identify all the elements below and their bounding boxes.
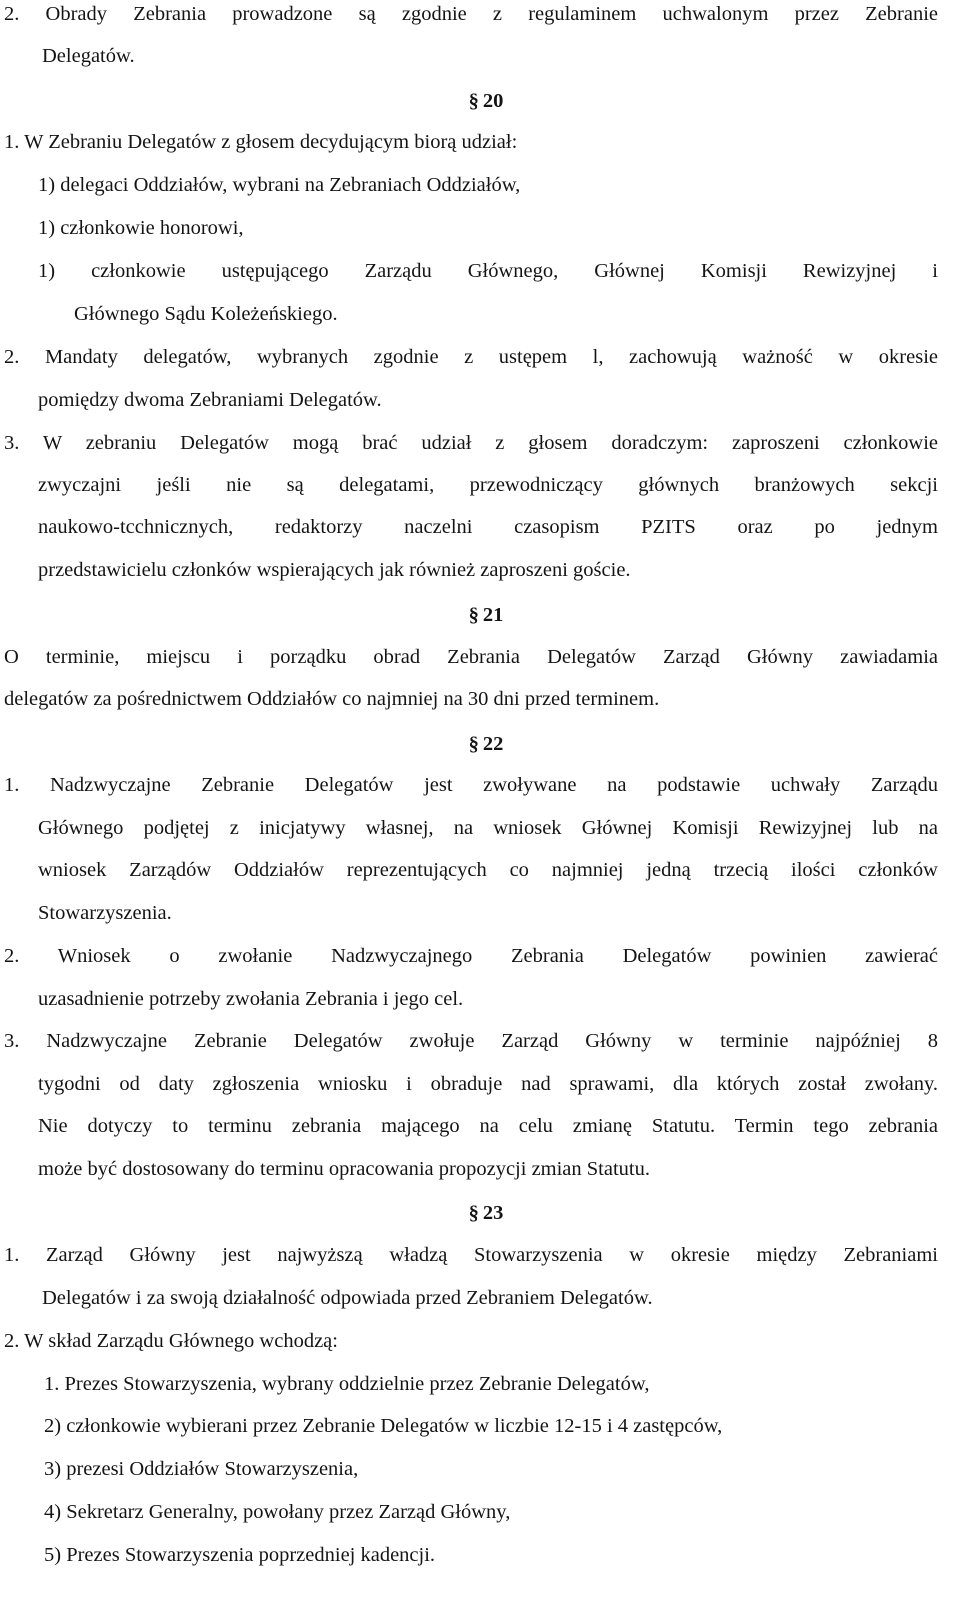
paragraph-line: 1. Nadzwyczajne Zebranie Delegatów jest zwoływane na podstawie uchwały Zarządu [4, 774, 938, 796]
paragraph-line: tygodni od daty zgłoszenia wniosku i obraduje nad sprawami, dla których został zwołany. [38, 1073, 938, 1095]
list-item: 1) delegaci Oddziałów, wybrani na Zebraniach Oddziałów, [38, 174, 521, 196]
paragraph-line: Nie dotyczy to terminu zebrania mającego na celu zmianę Statutu. Termin tego zebrania [38, 1115, 938, 1137]
section-symbol: § [468, 733, 479, 755]
list-item: 1) członkowie honorowi, [38, 217, 244, 239]
section-heading-23 [0, 1200, 960, 1226]
section-number: 22 [482, 733, 504, 755]
paragraph-line: 2. Obrady Zebrania prowadzone są zgodnie z regulaminem uchwalonym przez Zebranie [4, 3, 938, 25]
section-symbol: § [468, 90, 479, 112]
list-item: 3) prezesi Oddziałów Stowarzyszenia, [44, 1458, 359, 1480]
paragraph-line: 1. Zarząd Główny jest najwyższą władzą Stowarzyszenia w okresie między Zebraniami [4, 1244, 938, 1266]
section-heading-21 [0, 602, 960, 628]
paragraph-line: przedstawicielu członków wspierających jak również zaproszeni goście. [38, 559, 631, 581]
section-heading-22 [0, 731, 960, 757]
paragraph-line: zwyczajni jeśli nie są delegatami, przewodniczący głównych branżowych sekcji [38, 474, 938, 496]
section-number: 20 [482, 90, 504, 112]
paragraph-line: Stowarzyszenia. [38, 902, 172, 924]
paragraph-line: Głównego podjętej z inicjatywy własnej, na wniosek Głównej Komisji Rewizyjnej lub na [38, 817, 938, 839]
list-item: 5) Prezes Stowarzyszenia poprzedniej kadencji. [44, 1544, 436, 1566]
section-heading-20 [0, 88, 960, 114]
section-number: 21 [482, 604, 504, 626]
paragraph-line: 2. Mandaty delegatów, wybranych zgodnie z ustępem l, zachowują ważność w okresie [4, 346, 938, 368]
paragraph-line: wniosek Zarządów Oddziałów reprezentujących co najmniej jedną trzecią ilości członków [38, 859, 938, 881]
list-item: 2) członkowie wybierani przez Zebranie Delegatów w liczbie 12-15 i 4 zastępców, [44, 1415, 723, 1437]
list-item-continuation: Głównego Sądu Koleżeńskiego. [74, 303, 338, 325]
paragraph-line: może być dostosowany do terminu opracowania propozycji zmian Statutu. [38, 1158, 650, 1180]
list-item: 1) członkowie ustępującego Zarządu Głównego, Głównej Komisji Rewizyjnej i [38, 260, 938, 282]
paragraph-line: delegatów za pośrednictwem Oddziałów co najmniej na 30 dni przed terminem. [4, 688, 660, 710]
section-symbol: § [468, 604, 479, 626]
paragraph-line: 3. W zebraniu Delegatów mogą brać udział z głosem doradczym: zaproszeni członkowie [4, 432, 938, 454]
paragraph-line: O terminie, miejscu i porządku obrad Zebrania Delegatów Zarząd Główny zawiadamia [4, 646, 938, 668]
list-item: 4) Sekretarz Generalny, powołany przez Zarząd Główny, [44, 1501, 511, 1523]
section-symbol: § [468, 1202, 479, 1224]
paragraph-line: Delegatów i za swoją działalność odpowiada przed Zebraniem Delegatów. [42, 1287, 653, 1309]
paragraph-line: naukowo-tcchnicznych, redaktorzy naczelni czasopism PZITS oraz po jednym [38, 516, 938, 538]
paragraph-line: pomiędzy dwoma Zebraniami Delegatów. [38, 389, 382, 411]
paragraph-line: 1. W Zebraniu Delegatów z głosem decydującym biorą udział: [4, 131, 518, 153]
paragraph-line: Delegatów. [42, 45, 135, 67]
paragraph-line: 2. Wniosek o zwołanie Nadzwyczajnego Zebrania Delegatów powinien zawierać [4, 945, 938, 967]
paragraph-line: 3. Nadzwyczajne Zebranie Delegatów zwołuje Zarząd Główny w terminie najpóźniej 8 [4, 1030, 938, 1052]
list-item: 1. Prezes Stowarzyszenia, wybrany oddzielnie przez Zebranie Delegatów, [44, 1373, 650, 1395]
paragraph-line: 2. W skład Zarządu Głównego wchodzą: [4, 1330, 338, 1352]
paragraph-line: uzasadnienie potrzeby zwołania Zebrania i jego cel. [38, 988, 464, 1010]
section-number: 23 [482, 1202, 504, 1224]
